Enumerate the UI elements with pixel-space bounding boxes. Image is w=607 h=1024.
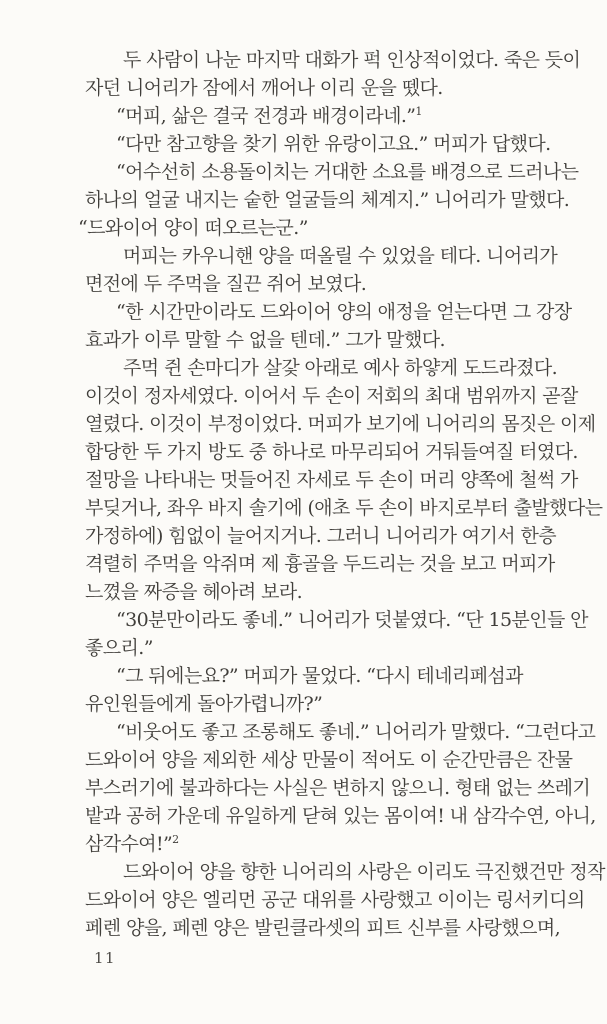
text-line: 드와이어 양을 제외한 세상 만물이 적어도 이 순간만큼은 잔물 xyxy=(85,749,573,771)
body-text xyxy=(78,46,605,942)
text-line: 유인원들에게 돌아가렵니까?” xyxy=(85,693,323,715)
line-text: 삼각수여!” xyxy=(85,833,173,855)
text-line: 가정하에) 힘없이 늘어지거나. 그러니 니어리가 여기서 한층 xyxy=(85,525,556,547)
text-line: 열렸다. 이것이 부정이었다. 머피가 보기에 니어리의 몸짓은 이제 xyxy=(85,413,596,435)
text-line: 부딪거나, 좌우 바지 솔기에 (애초 두 손이 바지로부터 출발했다는 xyxy=(85,497,603,519)
text-line: 부스러기에 불과하다는 사실은 변하지 않으니. 형태 없는 쓰레기 xyxy=(85,777,591,799)
text-line: 이것이 정자세였다. 이어서 두 손이 저회의 최대 범위까지 곧잘 xyxy=(85,385,578,407)
text-line: 두 사람이 나눈 마지막 대화가 퍽 인상적이었다. 죽은 듯이 xyxy=(123,49,581,71)
text-line: 효과가 이루 말할 수 없을 텐데.” 그가 말했다. xyxy=(85,329,445,351)
text-line: 절망을 나타내는 멋들어진 자세로 두 손이 머리 양쪽에 철썩 가 xyxy=(85,469,578,491)
text-line: 하나의 얼굴 내지는 숱한 얼굴들의 체계지.” 니어리가 말했다. xyxy=(85,189,570,211)
text-line: “비웃어도 좋고 조롱해도 좋네.” 니어리가 말했다. “그런다고 xyxy=(116,721,596,743)
text-line: 느꼈을 짜증을 헤아려 보라. xyxy=(85,581,303,603)
footnote-marker-2: 2 xyxy=(172,833,180,846)
text-line: 페렌 양을, 페렌 양은 발린클라셋의 피트 신부를 사랑했으며, xyxy=(85,917,561,939)
text-line: 드와이어 양은 엘리먼 공군 대위를 사랑했고 이이는 링서키디의 xyxy=(85,889,585,911)
text-line xyxy=(85,102,550,130)
text-line: “그 뒤에는요?” 머피가 물었다. “다시 테네리페섬과 xyxy=(116,665,523,687)
text-line: 좋으리.” xyxy=(85,637,153,659)
text-line: “드와이어 양이 떠오르는군.” xyxy=(78,217,308,239)
text-line: 합당한 두 가지 방도 중 하나로 마무리되어 거둬들여질 터였다. xyxy=(85,441,578,463)
text-line: “어수선히 소용돌이치는 거대한 소요를 배경으로 드러나는 xyxy=(116,161,579,183)
text-line: “30분만이라도 좋네.” 니어리가 덧붙였다. “단 15분인들 안 xyxy=(116,609,588,631)
text-line: “한 시간만이라도 드와이어 양의 애정을 얻는다면 그 강장 xyxy=(116,301,572,323)
text-line: 드와이어 양을 향한 니어리의 사랑은 이리도 극진했건만 정작 xyxy=(123,861,605,883)
text-line: 면전에 두 주먹을 질끈 쥐어 보였다. xyxy=(85,273,367,295)
text-line: 격렬히 주먹을 악쥐며 제 흉골을 두드리는 것을 보고 머피가 xyxy=(85,553,555,575)
page-number: 11 xyxy=(94,949,117,967)
text-line: 머피는 카우니핸 양을 떠올릴 수 있었을 테다. 니어리가 xyxy=(123,245,558,267)
text-line xyxy=(85,830,550,858)
line-text: “머피, 삶은 결국 전경과 배경이라네.” xyxy=(116,105,416,127)
text-line: 자던 니어리가 잠에서 깨어나 이리 운을 뗐다. xyxy=(85,77,443,99)
text-line: 밭과 공허 가운데 유일하게 닫혀 있는 몸이여! 내 삼각수연, 아니, xyxy=(85,805,596,827)
footnote-marker-1: 1 xyxy=(415,105,423,118)
text-line: “다만 참고향을 찾기 위한 유랑이고요.” 머피가 답했다. xyxy=(116,133,551,155)
text-line: 주먹 쥔 손마디가 살갗 아래로 예사 하얗게 도드라졌다. xyxy=(123,357,558,379)
